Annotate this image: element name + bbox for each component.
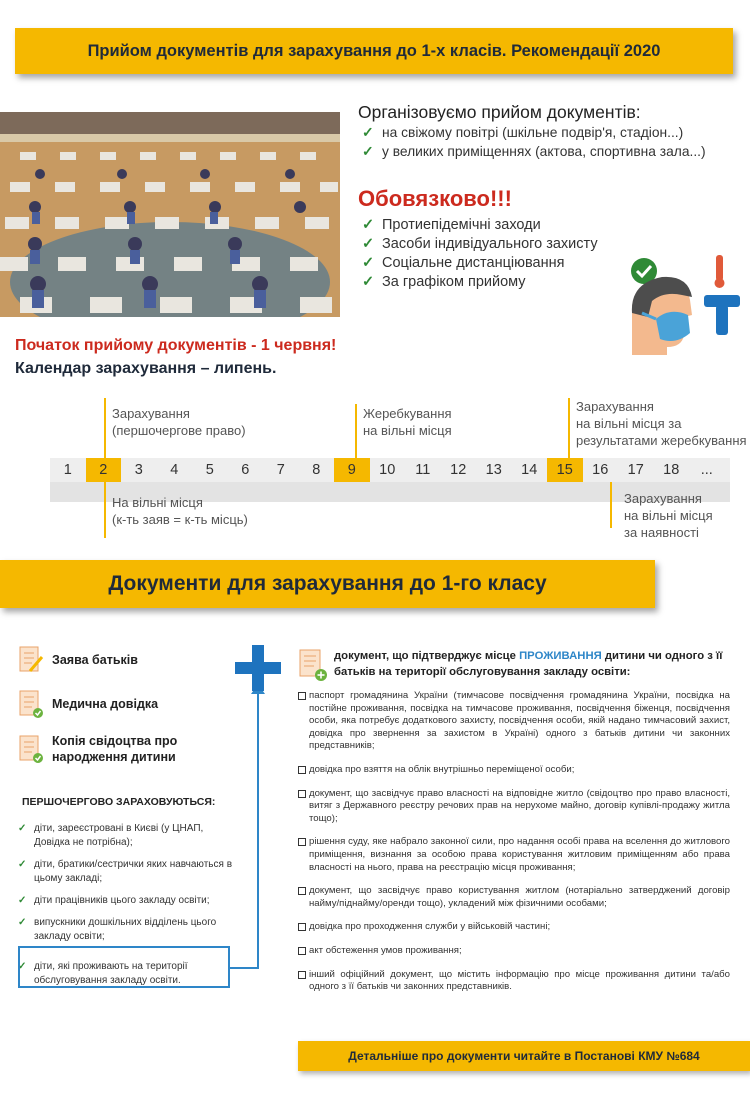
start-date-text: Початок прийому документів - 1 червня! [15, 337, 337, 354]
document-check-icon [18, 689, 44, 719]
mandatory-item: ✓ Соціальне дистанціювання [358, 254, 638, 273]
organize-item: ✓ на свіжому повітрі (шкільне подвір'я, стадіон...) [358, 123, 750, 142]
footer-note-text: Детальніше про документи читайте в Постанові КМУ №684 [348, 1049, 700, 1063]
timeline-day: 15 [547, 458, 583, 482]
mandatory-item: ✓ Протиепідемічні заходи [358, 216, 638, 235]
doc-item [18, 689, 268, 719]
organize-section [358, 102, 750, 161]
residence-heading-part: дитини чи одного з її батьків на території обслуговування закладу освіти: [334, 650, 723, 678]
timeline-marker [104, 398, 106, 458]
doc-label: Заява батьків [52, 653, 138, 667]
timeline-day: 13 [485, 462, 502, 478]
timeline-marker [610, 482, 612, 528]
timeline-marker [104, 482, 106, 538]
residence-item: паспорт громадянина України (тимчасове посвідчення громадянина України, посвідка на постійне проживання, посвідка на тимчасове проживання, посвідчення біженця, посвідчення особи, яка потребує додаткового захисту, посвідчення особи, якій надано тимчасовий захист, довідка про звернення за захистом в Україні) одного з батьків дитини чи законних представників; [298, 690, 730, 753]
residence-item: довідка про взяття на облік внутрішньо переміщеної особи; [298, 764, 730, 777]
mandatory-heading: Обовязково!!! [358, 186, 512, 211]
organize-list [358, 123, 750, 161]
timeline-label-day15-top: Зарахування на вільні місця за результатами жеребкування [576, 399, 747, 448]
footer-note [298, 1041, 750, 1071]
timeline-label-day2-bottom: На вільні місця (к-ть заяв = к-ть місць) [112, 495, 248, 527]
page-title: Прийом документів для зарахування до 1-х класів. Рекомендації 2020 [87, 41, 661, 60]
document-check-icon [18, 734, 44, 764]
timeline-day: 6 [241, 462, 250, 478]
residence-heading [334, 648, 734, 680]
mandatory-item: ✓ За графіком прийому [358, 273, 638, 292]
mandatory-item: ✓ Засоби індивідуального захисту [358, 235, 638, 254]
timeline-day: 12 [450, 462, 467, 478]
residence-item: довідка про проходження служби у військовій частині; [298, 921, 730, 934]
exam-hall-photo [0, 112, 340, 317]
document-plus-icon [298, 648, 328, 682]
timeline-day: 1 [63, 462, 72, 478]
doc-label: Медична довідка [52, 697, 159, 711]
doc-item [18, 733, 268, 765]
document-pencil-icon [18, 645, 44, 675]
residence-item: акт обстеження умов проживання; [298, 945, 730, 958]
residence-item: документ, що засвідчує право власності на відповідне житло (свідоцтво про право власності, витяг з Державного реєстру речових прав на нерухоме майно, договір купівлі-продажу житла тощо); [298, 788, 730, 826]
timeline-day: 16 [592, 462, 609, 478]
residence-item: інший офіційний документ, що містить інформацію про місце проживання дитини та/або одного з її батьків чи законних представників. [298, 969, 730, 994]
timeline-marker [355, 404, 357, 458]
timeline-day: ... [700, 462, 713, 478]
timeline-label-day9-top: Жеребкування на вільні місця [363, 406, 452, 438]
mandatory-section [358, 186, 638, 292]
timeline-day: 8 [312, 462, 321, 478]
timeline-day: 14 [521, 462, 538, 478]
timeline-label-day16-bottom: Зарахування на вільні місця за наявності [624, 491, 713, 540]
residence-documents-list [298, 690, 730, 1005]
organize-heading: Організовуємо прийом документів: [358, 102, 641, 122]
residence-heading-part: документ, що підтверджує місце [334, 650, 520, 662]
documents-title: Документи для зарахування до 1-го класу [108, 572, 547, 595]
timeline-day: 11 [415, 462, 431, 478]
timeline-label-day2-top: Зарахування (першочергове право) [112, 406, 246, 438]
documents-title-banner [0, 560, 655, 608]
timeline-day: 5 [205, 462, 214, 478]
timeline-day: 18 [663, 462, 680, 478]
page-title-banner [15, 28, 733, 74]
timeline-day: 9 [334, 458, 370, 482]
priority-title: ПЕРШОЧЕРГОВО ЗАРАХОВУЮТЬСЯ: [22, 796, 216, 808]
plus-icon [235, 645, 281, 691]
doc-label: Копія свідоцтва про народження дитини [52, 734, 178, 764]
priority-item: ✓ діти працівників цього закладу освіти; [18, 894, 238, 908]
timeline-day: 3 [134, 462, 143, 478]
residence-item: рішення суду, яке набрало законної сили, про надання особі права на вселення до житлового приміщення, визнання за особою права користування житловим приміщенням або права власності на нього, права на реєстрацію місця проживання; [298, 836, 730, 874]
mask-thermometer-illustration [622, 255, 740, 365]
organize-item: ✓ у великих приміщеннях (актова, спортивна зала...) [358, 142, 750, 161]
priority-item: ✓ випускники дошкільних відділень цього закладу освіти; [18, 916, 238, 944]
priority-item: ✓ діти, зареєстровані в Києві (у ЦНАП, Довідка не потрібна); [18, 822, 238, 850]
residence-item: документ, що засвідчує право користування житлом (нотаріально затверджений договір найму/піднайму/оренди тощо), укладений між фізичними особами; [298, 885, 730, 910]
timeline-day: 4 [170, 462, 179, 478]
basic-documents [18, 645, 268, 779]
residence-heading-highlight: ПРОЖИВАННЯ [519, 650, 602, 662]
priority-item: ✓ діти, які проживають на території обслуговування закладу освіти. [18, 960, 238, 988]
timeline-day: 17 [627, 462, 644, 478]
connector-line [230, 967, 259, 969]
mandatory-list [358, 216, 638, 292]
priority-item: ✓ діти, братики/сестрички яких навчаються в цьому закладі; [18, 858, 238, 886]
timeline-day: 7 [276, 462, 285, 478]
priority-highlight-box [18, 946, 230, 988]
timeline-day: 2 [86, 458, 122, 482]
connector-line [257, 690, 259, 968]
calendar-text: Календар зарахування – липень. [15, 360, 277, 377]
doc-item [18, 645, 268, 675]
timeline-day: 10 [379, 462, 396, 478]
timeline-marker [568, 398, 570, 458]
